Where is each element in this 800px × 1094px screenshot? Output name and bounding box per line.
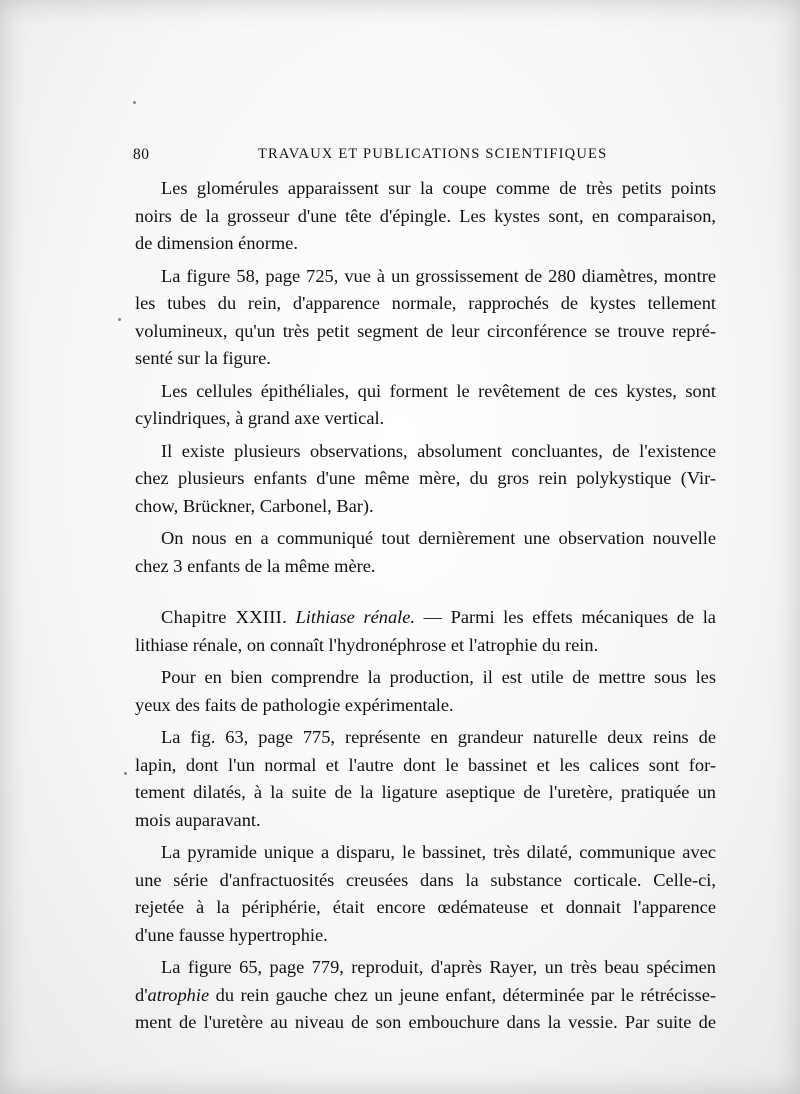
text-line: cylindriques, à grand axe vertical. <box>135 408 385 428</box>
paragraph <box>135 263 716 373</box>
paragraph <box>135 724 716 834</box>
text-line: Les glomérules apparaissent sur la coupe comme de très petits points <box>161 178 716 198</box>
text-line: ment de l'uretère au niveau de son embouchure dans la vessie. Par suite de <box>135 1012 716 1032</box>
text-line: lapin, dont l'un normal et l'autre dont le bassinet et les calices sont for- <box>135 754 716 775</box>
text-line: Les cellules épithéliales, qui forment le revêtement de ces kystes, sont <box>161 380 716 401</box>
paragraph <box>135 839 716 949</box>
text-line: tement dilatés, à la suite de la ligature aseptique de l'uretère, pratiquée un <box>135 782 716 802</box>
text-line: Il existe plusieurs observations, absolument concluantes, de l'existence <box>161 440 716 461</box>
text-line: chez plusieurs enfants d'une même mère, du gros rein polykystique (Vir- <box>135 468 716 488</box>
text-fragment: du rein gauche chez un jeune enfant, déterminée par le rétrécisse- <box>215 984 716 1005</box>
text-line <box>135 604 716 632</box>
text-line: yeux des faits de pathologie expérimentale. <box>135 694 454 715</box>
text-line <box>135 982 716 1010</box>
text-line: rejetée à la périphérie, était encore œdémateuse et donnait l'apparence <box>135 897 716 917</box>
chapter-label: Chapitre XXIII. <box>161 607 287 627</box>
text-line: La figure 58, page 725, vue à un grossissement de 280 diamètres, montre <box>161 265 716 286</box>
page-header <box>133 146 715 170</box>
text-line: noirs de la grosseur d'une tête d'épingle. Les kystes sont, en comparaison, <box>135 205 716 226</box>
ink-speck <box>133 101 136 104</box>
page-number: 80 <box>133 146 150 163</box>
text-line: La figure 65, page 779, reproduit, d'après Rayer, un très beau spécimen <box>161 957 716 977</box>
text-line: de dimension énorme. <box>135 233 298 253</box>
italic-term: atrophie <box>147 984 210 1005</box>
paragraph <box>135 954 716 1037</box>
text-fragment: d' <box>135 984 148 1005</box>
text-line: senté sur la figure. <box>135 348 271 368</box>
paragraph <box>135 438 716 521</box>
running-head: TRAVAUX ET PUBLICATIONS SCIENTIFIQUES <box>258 146 608 162</box>
text-line: On nous en a communiqué tout dernièrement une observation nouvelle <box>161 528 716 548</box>
text-fragment: — Parmi les effets mécaniques de la <box>423 607 716 627</box>
text-line: une série d'anfractuosités creusées dans la substance corticale. Celle-ci, <box>135 869 716 890</box>
ink-speck <box>124 772 127 775</box>
text-line: les tubes du rein, d'apparence normale, rapprochés de kystes tellement <box>135 293 716 313</box>
text-line: chow, Brückner, Carbonel, Bar). <box>135 495 374 516</box>
text-line: d'une fausse hypertrophie. <box>135 924 328 945</box>
ink-speck <box>118 318 121 321</box>
chapter-paragraph <box>135 604 716 659</box>
paragraph <box>135 378 716 433</box>
text-line: lithiase rénale, on connaît l'hydronéphrose et l'atrophie du rein. <box>135 634 599 655</box>
text-line: volumineux, qu'un très petit segment de leur circonférence se trouve repré- <box>135 320 716 341</box>
body-text <box>135 175 716 1042</box>
paragraph <box>135 175 716 258</box>
chapter-title: Lithiase rénale. <box>295 607 416 627</box>
text-line: chez 3 enfants de la même mère. <box>135 555 376 576</box>
paragraph <box>135 664 716 719</box>
text-line: mois auparavant. <box>135 809 261 830</box>
text-line: La pyramide unique a disparu, le bassinet, très dilaté, communique avec <box>161 842 716 862</box>
paragraph <box>135 525 716 580</box>
text-line: Pour en bien comprendre la production, il est utile de mettre sous les <box>161 667 716 687</box>
text-line: La fig. 63, page 775, représente en grandeur naturelle deux reins de <box>161 727 716 747</box>
